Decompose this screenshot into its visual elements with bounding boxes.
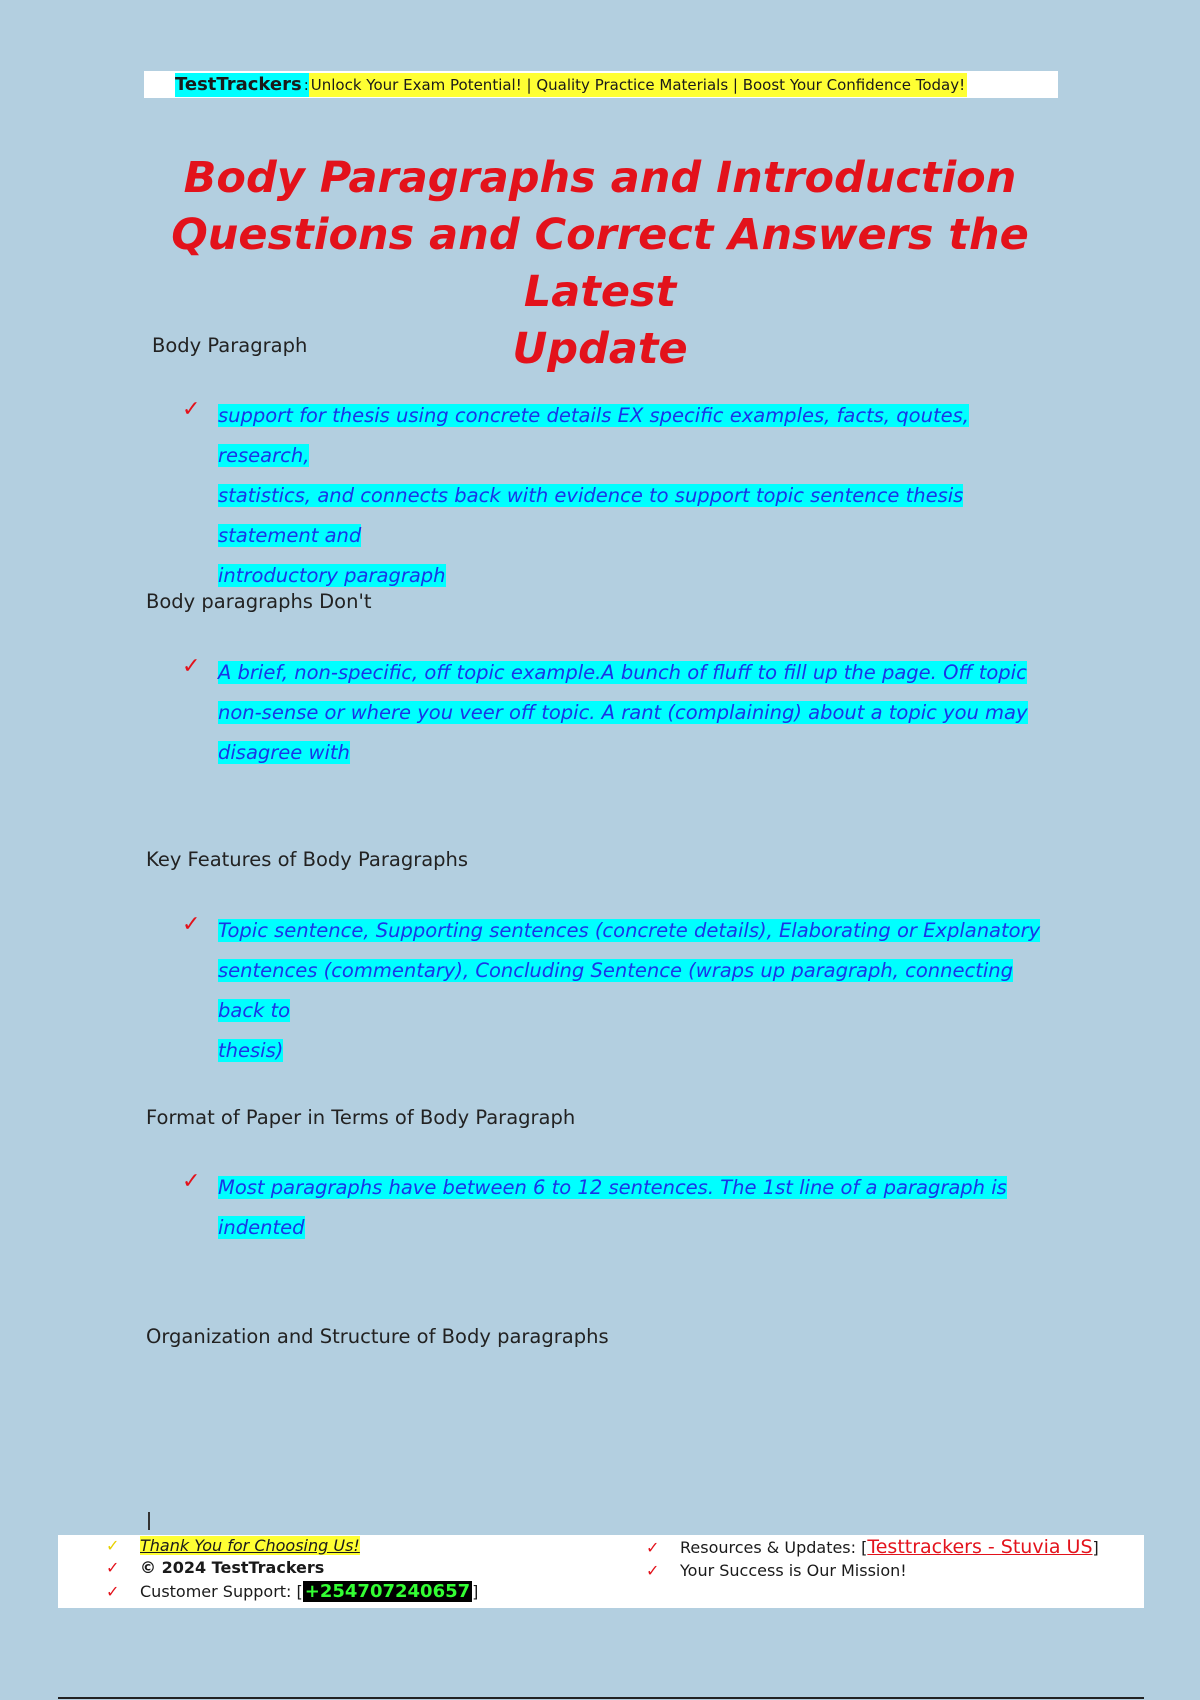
answer-text	[218, 653, 1042, 773]
mission-text: Your Success is Our Mission!	[680, 1561, 907, 1580]
answer-line: indented	[218, 1216, 305, 1239]
answer-text	[218, 1168, 1042, 1248]
footer-mission	[646, 1561, 907, 1580]
support-close: ]	[472, 1582, 479, 1601]
checkmark-icon: ✓	[106, 1536, 120, 1555]
answer-line: A brief, non-specific, off topic example.A bunch of fluff to fill up the page. Off topic	[218, 661, 1027, 684]
header-banner-content	[175, 73, 967, 97]
answer-line: introductory paragraph	[218, 564, 446, 587]
title-line: Update	[512, 324, 688, 374]
checkmark-icon: ✓	[182, 1169, 201, 1194]
resources-label: Resources & Updates: [	[680, 1537, 868, 1557]
support-phone[interactable]: +254707240657	[304, 1581, 471, 1602]
footer-copyright	[106, 1558, 324, 1577]
checkmark-icon: ✓	[646, 1537, 660, 1557]
resources-close: ]	[1092, 1537, 1099, 1557]
checkmark-icon: ✓	[182, 654, 201, 679]
bottom-rule	[58, 1697, 1144, 1699]
checkmark-icon: ✓	[106, 1558, 120, 1577]
answer-block	[182, 911, 1042, 1071]
brand-colon: :	[304, 73, 309, 97]
answer-line: statistics, and connects back with evidence to support topic sentence thesis statement and	[218, 484, 964, 547]
copyright-text: © 2024 TestTrackers	[140, 1558, 325, 1577]
thank-you-text: Thank You for Choosing Us!	[140, 1536, 360, 1555]
footer-thank-you	[106, 1536, 360, 1555]
answer-block	[182, 653, 1042, 773]
support-label: Customer Support: [	[140, 1582, 303, 1601]
question-heading: Body Paragraph	[152, 334, 308, 357]
footer-resources	[646, 1536, 1099, 1558]
answer-line: sentences (commentary), Concluding Sentence (wraps up paragraph, connecting back to	[218, 959, 1013, 1022]
answer-text	[218, 396, 1042, 596]
footer-support	[106, 1581, 478, 1602]
answer-line: disagree with	[218, 741, 350, 764]
resources-link[interactable]: Testtrackers - Stuvia US	[867, 1536, 1093, 1558]
text-cursor	[148, 1512, 150, 1530]
header-tagline: Unlock Your Exam Potential! | Quality Practice Materials | Boost Your Confidence Today!	[309, 73, 967, 97]
answer-block	[182, 1168, 1042, 1248]
question-heading: Organization and Structure of Body paragraphs	[146, 1325, 609, 1348]
checkmark-icon: ✓	[646, 1561, 660, 1580]
question-heading: Format of Paper in Terms of Body Paragraph	[146, 1106, 576, 1129]
answer-block	[182, 396, 1042, 596]
question-heading: Key Features of Body Paragraphs	[146, 848, 469, 871]
question-heading: Body paragraphs Don't	[146, 590, 372, 613]
answer-text	[218, 911, 1042, 1071]
answer-line: Topic sentence, Supporting sentences (concrete details), Elaborating or Explanatory	[218, 919, 1041, 942]
answer-line: support for thesis using concrete details EX specific examples, facts, qoutes, research,	[218, 404, 969, 467]
checkmark-icon: ✓	[182, 912, 201, 937]
checkmark-icon: ✓	[182, 397, 201, 422]
answer-line: non-sense or where you veer off topic. A rant (complaining) about a topic you may	[218, 701, 1028, 724]
brand-name: TestTrackers	[175, 74, 302, 95]
answer-line: Most paragraphs have between 6 to 12 sentences. The 1st line of a paragraph is	[218, 1176, 1007, 1199]
checkmark-icon: ✓	[106, 1582, 120, 1601]
title-line: Body Paragraphs and Introduction	[183, 153, 1017, 203]
title-line: Questions and Correct Answers the Latest	[171, 210, 1029, 317]
answer-line: thesis)	[218, 1039, 284, 1062]
